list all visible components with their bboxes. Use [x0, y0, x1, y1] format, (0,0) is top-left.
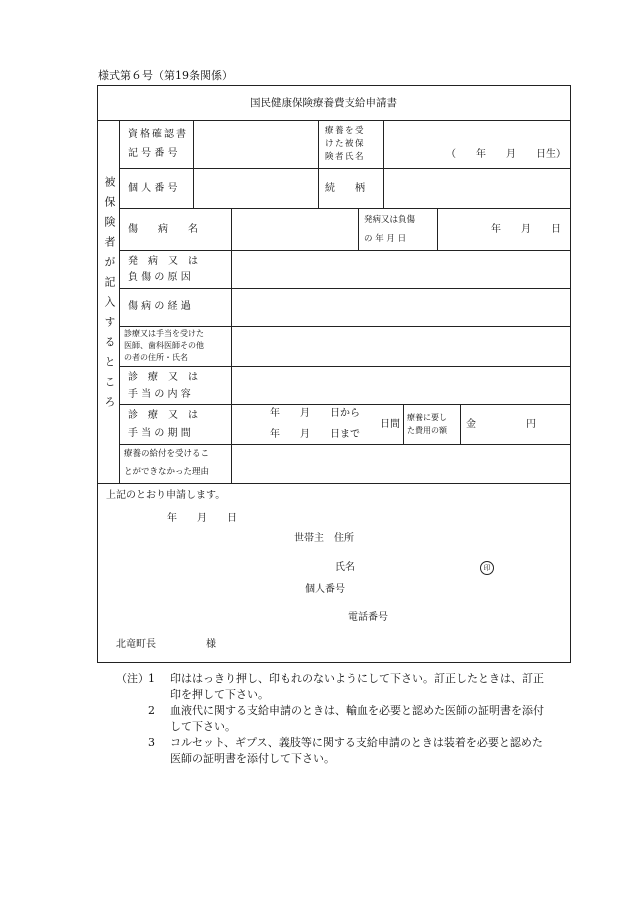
course-field[interactable] — [232, 289, 569, 326]
side-label: 被保険者が記入するところ — [103, 176, 116, 416]
birthdate-field[interactable]: （ 年 月 日生） — [446, 149, 566, 160]
treated-person-label-line3: 険者氏名 — [325, 152, 366, 162]
onset-date-label-line1: 発病又は負傷 — [364, 215, 416, 225]
treated-person-label-line2: けた被保 — [325, 139, 366, 149]
onset-date-field[interactable]: 年 月 日 — [491, 224, 561, 235]
treatment-period-label-line1: 診 療 又 は — [128, 410, 198, 421]
head-of-household-address[interactable]: 世帯主 住所 — [294, 533, 354, 544]
qualification-label-line2: 記 号 番 号 — [128, 148, 178, 159]
period-to-field[interactable]: 年 月 日まで — [270, 429, 360, 440]
qualification-label-line1: 資格確認書 — [128, 129, 188, 140]
addressee: 北竜町長 様 — [116, 639, 216, 650]
applicant-name[interactable]: 氏名 — [335, 562, 355, 573]
note-text-continued: 医師の証明書を添付して下さい。 — [170, 752, 335, 765]
amount-field[interactable]: 金 円 — [466, 419, 536, 430]
cause-field[interactable] — [232, 251, 569, 288]
doctor-field[interactable] — [232, 327, 569, 366]
treatment-content-field[interactable] — [232, 367, 569, 404]
application-statement: 上記のとおり申請します。 — [106, 490, 226, 501]
note-number: 1 — [148, 672, 155, 685]
treated-person-name-field[interactable] — [384, 121, 569, 149]
relation-label: 続 柄 — [325, 183, 365, 194]
reason-label-line2: とができなかった理由 — [124, 467, 210, 477]
days-label: 日間 — [380, 419, 400, 430]
form-number-label: 様式第６号（第19条関係） — [98, 69, 233, 82]
phone-number[interactable]: 電話番号 — [348, 612, 388, 623]
personal-number-label: 個 人 番 号 — [128, 183, 178, 194]
disease-name-label: 傷 病 名 — [128, 224, 198, 235]
relation-field[interactable] — [384, 169, 569, 208]
note-text-continued: 印を押して下さい。 — [170, 688, 269, 701]
doctor-label-line1: 診療又は手当を受けた — [124, 329, 204, 338]
treatment-content-label-line2: 手 当 の 内 容 — [128, 389, 191, 400]
applicant-personal-number[interactable]: 個人番号 — [305, 584, 345, 595]
treatment-content-label-line1: 診 療 又 は — [128, 372, 198, 383]
cause-label-line1: 発 病 又 は — [128, 256, 198, 267]
qualification-number-field[interactable] — [194, 121, 318, 168]
personal-number-field[interactable] — [194, 169, 318, 208]
form-title: 国民健康保険療養費支給申請書 — [250, 97, 397, 109]
doctor-label-line3: の者の住所・氏名 — [124, 353, 188, 362]
cost-label-line2: た費用の額 — [407, 426, 447, 435]
reason-field[interactable] — [232, 445, 569, 483]
note-text-continued: して下さい。 — [170, 720, 236, 733]
cost-label-line1: 療養に要し — [407, 413, 447, 422]
notes-label: （注） — [116, 672, 149, 685]
note-text: 印ははっきり押し、印もれのないようにして下さい。訂正したときは、訂正 — [170, 672, 544, 685]
note-text: 血液代に関する支給申請のときは、輸血を必要と認めた医師の証明書を添付 — [170, 704, 544, 717]
treated-person-label-line1: 療養を受 — [325, 126, 366, 136]
note-number: 2 — [148, 704, 155, 717]
disease-name-field[interactable] — [232, 209, 358, 250]
course-label: 傷 病 の 経 過 — [128, 301, 191, 312]
notes-section — [116, 671, 586, 767]
onset-date-label-line2: の 年 月 日 — [364, 234, 407, 244]
doctor-label-line2: 医師、歯科医師その他 — [124, 341, 204, 350]
reason-label-line1: 療養の給付を受けるこ — [124, 449, 210, 459]
note-text: コルセット、ギプス、義肢等に関する支給申請のときは装着を必要と認めた — [170, 736, 543, 749]
cause-label-line2: 負 傷 の 原 因 — [128, 272, 191, 283]
seal-mark-icon: 印 — [480, 561, 494, 575]
treatment-period-label-line2: 手 当 の 期 間 — [128, 428, 191, 439]
note-number: 3 — [148, 736, 155, 749]
application-date[interactable]: 年 月 日 — [167, 513, 237, 524]
period-from-field[interactable]: 年 月 日から — [270, 408, 360, 419]
